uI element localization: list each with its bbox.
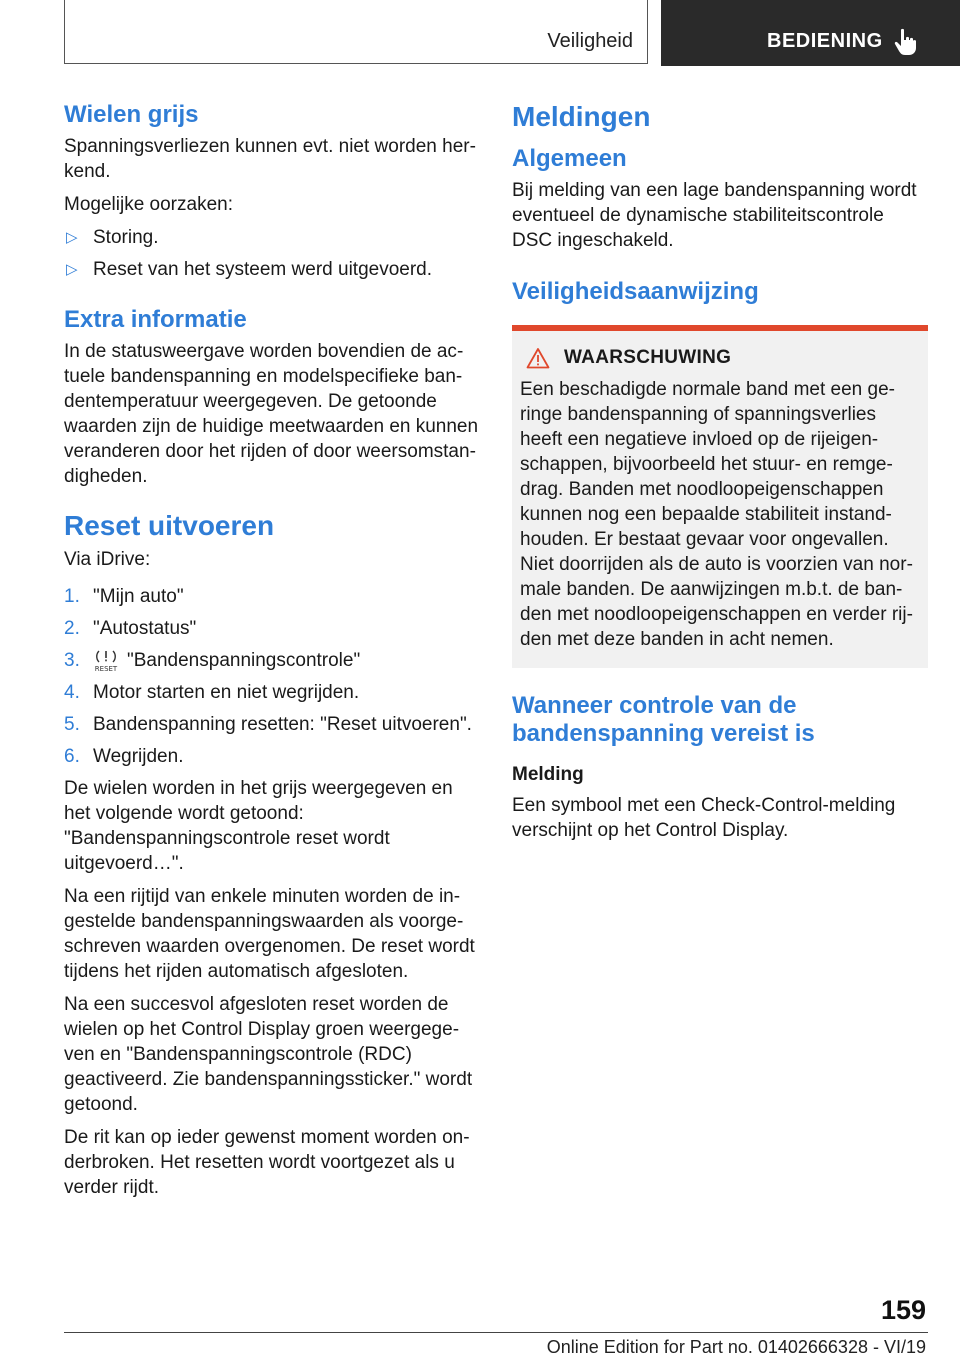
paragraph-grijs-weergegeven: De wielen worden in het grijs weergegeven en het volgende wordt getoond: "Bandenspanningscontrole reset wordt uitgevoerd…". [64,778,453,874]
svg-text:RESET: RESET [94,664,118,673]
heading-meldingen: Meldingen [512,101,651,132]
heading-reset-uitvoeren: Reset uitvoeren [64,510,275,541]
triangle-right-icon: ▷ [66,261,78,278]
list-item: 2. "Autostatus" [64,618,197,639]
paragraph-symbool: Een symbool met een Check-Control-melding verschijnt op het Control Display. [512,795,896,841]
warning-box [512,325,928,668]
paragraph-oorzaken: Mogelijke oorzaken: [64,194,233,215]
heading-wanneer-controle: Wanneer controle van de bandenspanning vereist is [512,692,815,747]
footer-divider [64,1332,928,1333]
page-header [0,0,960,66]
paragraph-via-idrive: Via iDrive: [64,549,151,570]
cause-list [64,225,482,282]
heading-algemeen: Algemeen [512,145,627,172]
paragraph-succesvol: Na een succesvol afgesloten reset worden de wielen op het Control Display groen weergegeven en "Bandenspanningscontrole (RDC) geactiveerd. Zie bandenspanningssticker." wordt getoond. [64,994,473,1115]
paragraph-algemeen: Bij melding van een lage bandenspanning wordt eventueel de dynamische stabiliteitscontrole DSC ingeschakeld. [512,180,917,251]
section-tab [64,0,648,64]
left-column [64,100,482,1200]
paragraph-extra-informatie: In de statusweergave worden bovendien de actuele bandenspanning en modelspecifieke bandentemperatuur weergegeven. De getoonde waarden zijn de huidige meetwaarden en kunnen veranderen door het rijden of door weersomstandigheden. [64,341,479,487]
triangle-right-icon: ▷ [66,229,78,246]
right-column [512,100,928,843]
list-item: 3. RESET "Bandenspanningscontrole" [64,650,361,673]
heading-extra-informatie: Extra informatie [64,306,247,333]
reset-steps [64,584,482,769]
list-item: ▷ Reset van het systeem werd uitgevoerd. [66,259,433,280]
list-item: 1. "Mijn auto" [64,586,184,607]
list-item: 5. Bandenspanning resetten: "Reset uitvoeren". [64,714,472,735]
tire-reset-icon [93,649,119,673]
list-item: ▷ Storing. [66,227,159,248]
warning-triangle-icon [526,347,550,369]
heading-veiligheidsaanwijzing: Veiligheidsaanwijzing [512,278,759,305]
warning-text: Een beschadigde normale band met een geringe bandenspanning of spanningsverlies heeft een negatieve invloed op de rijeigenschappen, bijvoorbeeld het stuur- en remgedrag. Banden met noodloopeigenschappen kunnen nog een bepaalde stabiliteit instandhouden. Er bestaat gevaar voor ongevallen. Niet doorrijden als de auto is voorzien van normale banden. De aanwijzingen m.b.t. de banden met noodloopeigenschappen en verder rijden met deze banden in acht nemen. [520,379,913,650]
edition-text: Online Edition for Part no. 01402666328 - VI/19 [546,1337,926,1357]
paragraph-wielen-grijs: Spanningsverliezen kunnen evt. niet worden herkend. [64,136,476,182]
pointing-hand-icon [893,28,919,56]
list-item: 6. Wegrijden. [64,746,184,767]
section-tab-label: Veiligheid [547,30,633,52]
heading-wielen-grijs: Wielen grijs [64,101,199,128]
page-number: 159 [880,1295,926,1325]
chapter-tab-label: BEDIENING [767,30,883,52]
warning-title: WAARSCHUWING [526,347,920,369]
list-item: 4. Motor starten en niet wegrijden. [64,682,360,703]
paragraph-rit: De rit kan op ieder gewenst moment worden onderbroken. Het resetten wordt voortgezet als u verder rijdt. [64,1127,470,1198]
page-footer [0,1295,960,1362]
paragraph-rijtijd: Na een rijtijd van enkele minuten worden de ingestelde bandenspanningswaarden als voorgeschreven waarden overgenomen. De reset wordt tijdens het rijden automatisch afgesloten. [64,886,475,982]
subheading-melding: Melding [512,764,584,785]
